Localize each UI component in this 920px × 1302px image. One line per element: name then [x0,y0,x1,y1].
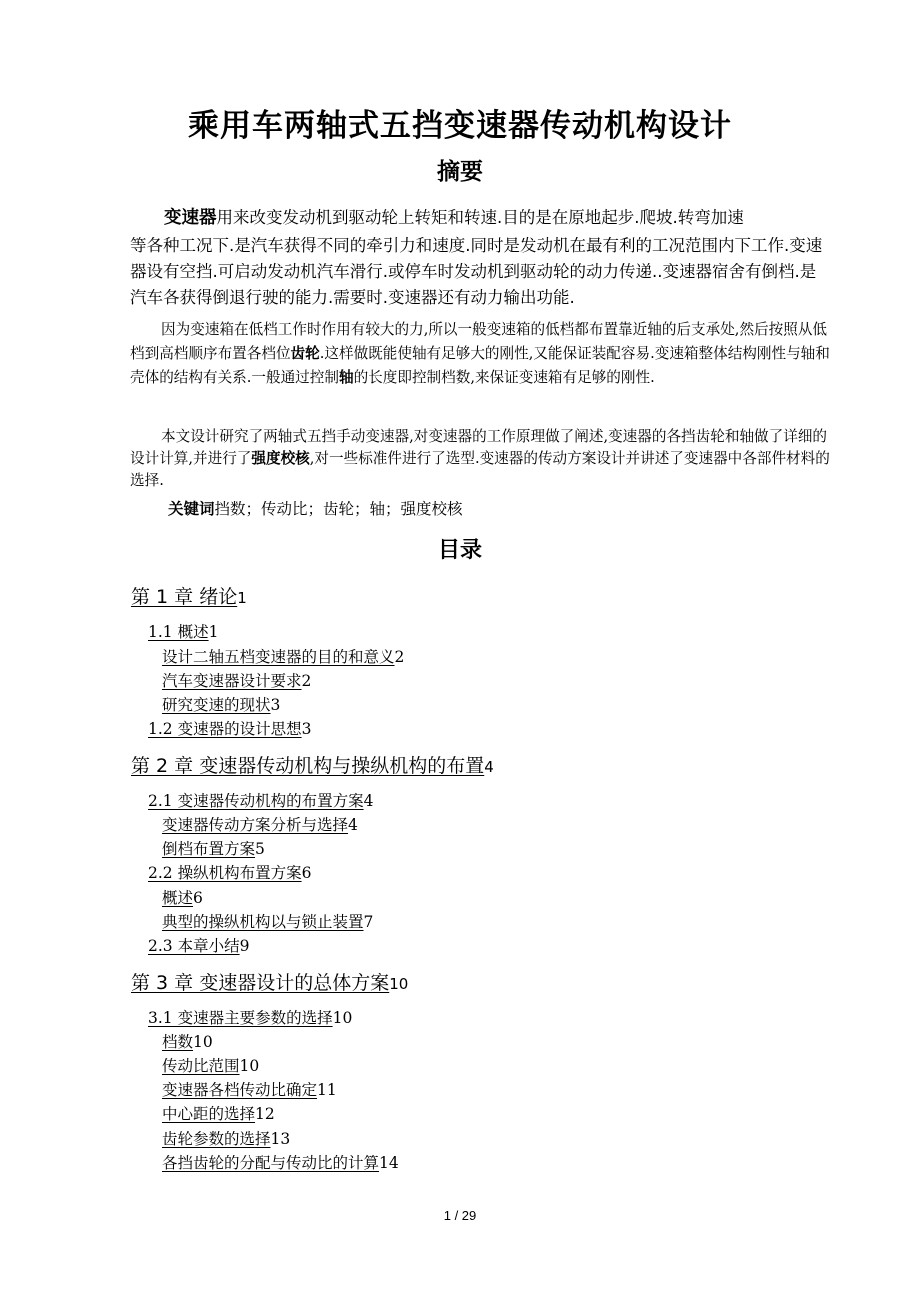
toc-section-2-3[interactable]: 2.3 本章小结9 [148,937,250,955]
toc-subsection[interactable]: 齿轮参数的选择13 [162,1130,291,1148]
toc-chapter-1[interactable]: 第 1 章 绪论1 [131,586,247,608]
document-title: 乘用车两轴式五挡变速器传动机构设计 [188,108,732,144]
abstract-paragraph-2: 因为变速箱在低档工作时作用有较大的力,所以一般变速箱的低档都布置靠近轴的后支承处,然后按照从低档到高档顺序布置各档位齿轮.这样做既能使轴有足够大的刚性,又能保证装配容易.变速箱整体结构刚性与轴和壳体的结构有关系.一般通过控制轴的长度即控制档数,来保证变速箱有足够的刚性. [130,321,830,386]
toc-subsection[interactable]: 变速器传动方案分析与选择4 [162,816,358,834]
toc-subsection[interactable]: 档数10 [162,1033,213,1051]
toc-section-2-1[interactable]: 2.1 变速器传动机构的布置方案4 [148,792,374,810]
toc-section-1-1[interactable]: 1.1 概述1 [148,623,219,641]
toc-section-2-2[interactable]: 2.2 操纵机构布置方案6 [148,864,312,882]
abstract-p1-rest: 等各种工况下.是汽车获得不同的牵引力和速度.同时是发动机在最有利的工况范围内下工作.变速器设有空挡.可启动发动机汽车滑行.或停车时发动机到驱动轮的动力传递..变速器宿舍有倒档.是汽车各获得倒退行驶的能力.需要时.变速器还有动力输出功能. [130,236,823,307]
toc-subsection[interactable]: 传动比范围10 [162,1057,260,1075]
toc-chapter-3[interactable]: 第 3 章 变速器设计的总体方案10 [131,972,409,994]
toc-subsection[interactable]: 典型的操纵机构以与锁止装置7 [162,913,374,931]
toc-section-1-2[interactable]: 1.2 变速器的设计思想3 [148,720,312,738]
toc-subsection[interactable]: 研究变速的现状3 [162,696,281,714]
term-shaft: 轴 [338,369,354,386]
abstract-heading: 摘要 [437,159,483,185]
toc-chapter-2[interactable]: 第 2 章 变速器传动机构与操纵机构的布置4 [131,755,494,777]
toc-section-3-1[interactable]: 3.1 变速器主要参数的选择10 [148,1009,353,1027]
toc-subsection[interactable]: 设计二轴五档变速器的目的和意义2 [162,648,405,666]
toc-subsection[interactable]: 概述6 [162,889,203,907]
keywords-text: 挡数；传动比；齿轮；轴；强度校核 [214,500,463,518]
toc-subsection[interactable]: 中心距的选择12 [162,1105,275,1123]
abstract-paragraph-3: 本文设计研究了两轴式五挡手动变速器,对变速器的工作原理做了阐述,变速器的各挡齿轮和轴做了详细的设计计算,并进行了强度校核,对一些标准件进行了选型.变速器的传动方案设计并讲述了变速器中各部件材料的选择. [130,428,830,489]
abstract-p1-first-line: 变速器用来改变发动机到驱动轮上转矩和转速.目的是在原地起步.爬坡.转弯加速 [164,208,744,228]
page-number: 1 / 29 [443,1208,477,1223]
toc-subsection[interactable]: 变速器各档传动比确定11 [162,1081,337,1099]
keywords-label: 关键词 [168,500,215,518]
toc-subsection[interactable]: 各挡齿轮的分配与传动比的计算14 [162,1154,399,1172]
toc-heading: 目录 [437,538,482,563]
toc-subsection[interactable]: 倒档布置方案5 [162,840,265,858]
term-gear: 齿轮 [290,345,320,362]
keywords [168,497,463,519]
term-transmission: 变速器 [164,208,217,228]
toc-subsection[interactable]: 汽车变速器设计要求2 [162,672,312,690]
term-strength-check: 强度校核 [251,450,310,467]
abstract-paragraph-1 [130,205,830,311]
